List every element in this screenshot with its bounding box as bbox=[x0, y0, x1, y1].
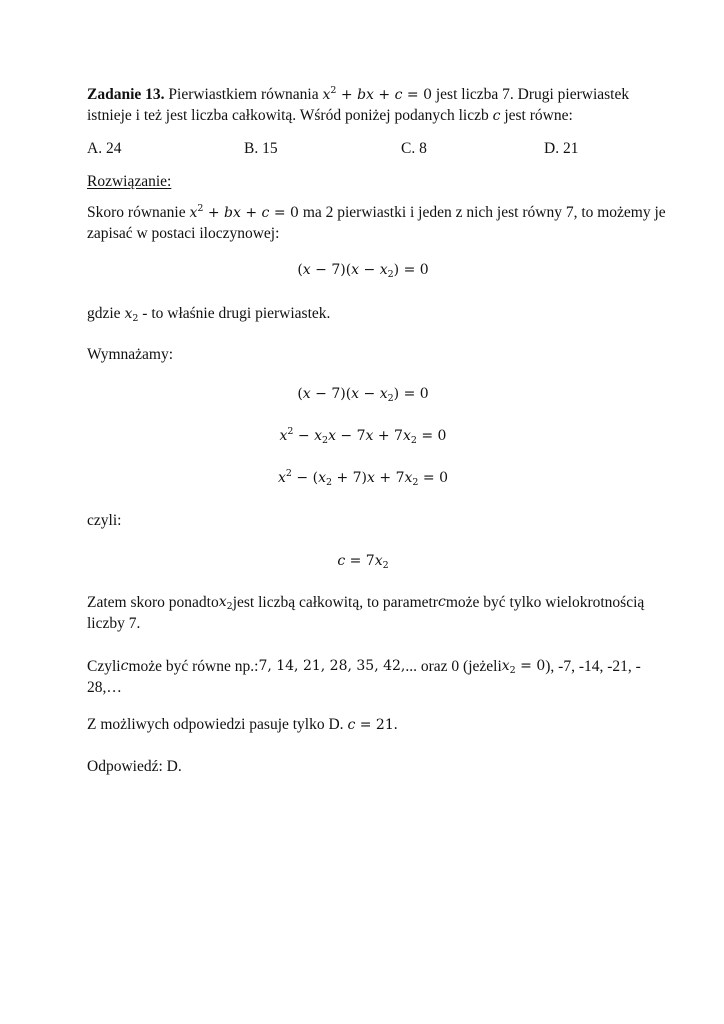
p5-line: Z możliwych odpowiedzi pasuje tylko D. c = 21. bbox=[87, 716, 398, 733]
final-answer: Odpowiedź: D. bbox=[87, 758, 182, 775]
answer-a: A. 24 bbox=[87, 140, 122, 157]
task-line-2 bbox=[87, 105, 573, 127]
p3-line-1: Zatem skoro ponadto $x_2$ jest liczbą całkowitą, to parametr c może być tylko wielokrotnością bbox=[87, 594, 645, 612]
equation-c: $c = 7x_2$ bbox=[337, 553, 389, 571]
task-line-1 bbox=[87, 84, 629, 106]
p4-line-1: Czyli c może być równe np.: 7, 14, 21, 28, 35, 42, ... oraz 0 (jeżeli $x_2 = 0$ ), -7, -14, -21, - bbox=[87, 658, 641, 676]
czyli-label: czyli: bbox=[87, 512, 122, 529]
p3-line-2: liczby 7. bbox=[87, 615, 141, 632]
task-text-1: Pierwiastkiem równania bbox=[168, 86, 319, 103]
equation-inline: $x^2$ + bx + c = 0 bbox=[322, 85, 432, 103]
p4-line-2: 28,… bbox=[87, 679, 122, 696]
variable-x2: $x_2$ bbox=[124, 306, 139, 324]
p1-line-1: Skoro równanie $x^2$ + bx + c = 0 ma 2 pierwiastki i jeden z nich jest równy 7, to możemy je bbox=[87, 203, 666, 221]
answer-options bbox=[87, 138, 639, 159]
answer-c: C. 8 bbox=[401, 140, 427, 157]
equation-inline-2: $x^2$ + bx + c = 0 bbox=[189, 203, 299, 221]
multiply-label: Wymnażamy: bbox=[87, 346, 174, 363]
p1-line-2: zapisać w postaci iloczynowej: bbox=[87, 225, 280, 242]
task-text-4: jest równe: bbox=[504, 107, 573, 124]
answer-b: B. 15 bbox=[244, 140, 278, 157]
equation-step-1: $(x - 7)(x - x_2) = 0$ bbox=[297, 386, 429, 404]
equation-step-3: $x^2 - (x_2 + 7)x + 7x_2 = 0$ bbox=[278, 468, 448, 488]
variable-c: c bbox=[492, 108, 501, 124]
equation-step-2: $x^2 - x_2x - 7x + 7x_2 = 0$ bbox=[279, 426, 447, 446]
task-text-3: istnieje i też jest liczba całkowitą. Wśród poniżej podanych liczb bbox=[87, 107, 489, 124]
task-label: Zadanie 13. bbox=[87, 86, 165, 103]
task-text-2: jest liczba 7. Drugi pierwiastek bbox=[435, 86, 630, 103]
equation-factored: $(x - 7)(x - x_2) = 0$ bbox=[297, 262, 429, 280]
answer-d: D. 21 bbox=[544, 140, 579, 157]
solution-heading: Rozwiązanie: bbox=[87, 173, 172, 190]
p2-line: gdzie $x_2$ - to właśnie drugi pierwiastek. bbox=[87, 305, 331, 324]
